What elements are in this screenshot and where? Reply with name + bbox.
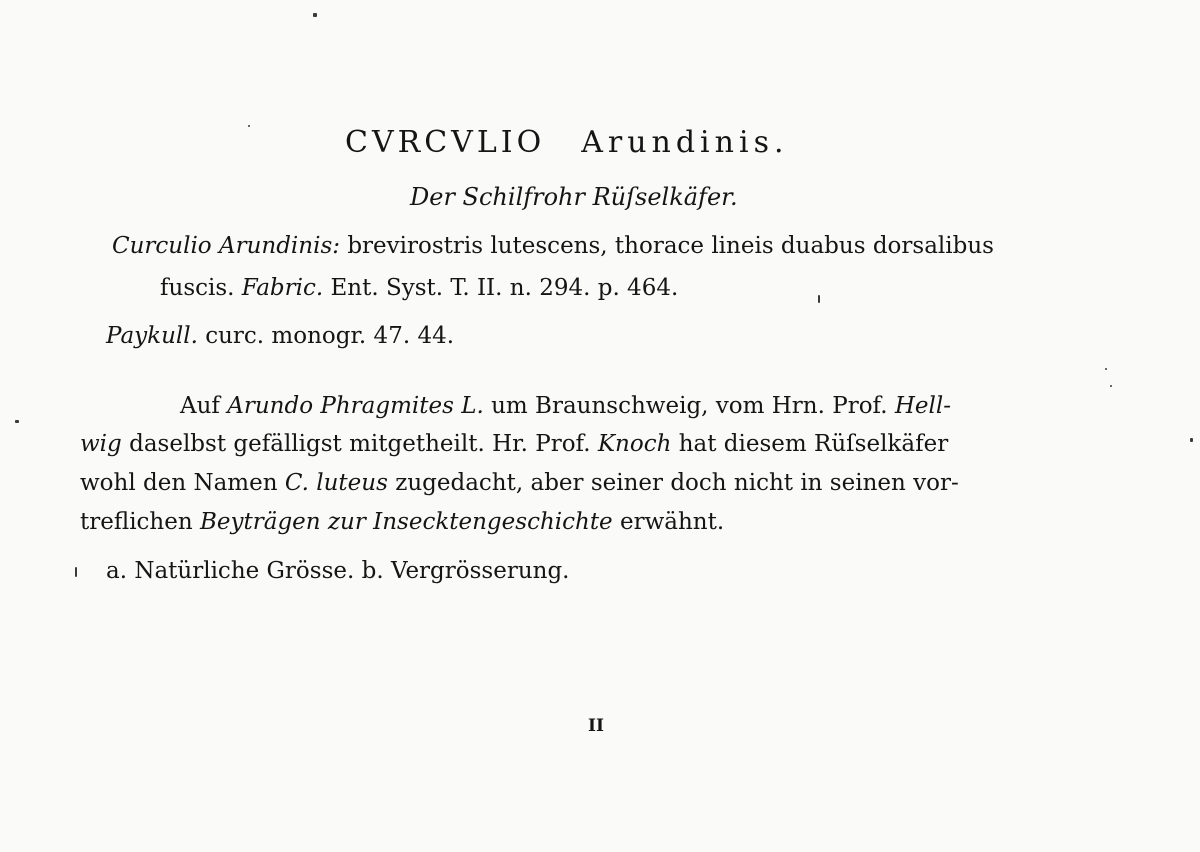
synonymy-line-2: [160, 277, 678, 300]
synonymy-description: brevirostris lutescens, thorace lineis duabus dorsalibus: [340, 233, 994, 259]
paper-speck: [313, 13, 317, 17]
paper-speck: [1190, 438, 1193, 442]
synonymy-line-3: [106, 325, 454, 348]
paragraph-text: erwähnt.: [612, 509, 725, 535]
reference-citation-paykull: curc. monogr. 47. 44.: [197, 323, 455, 349]
species-title: [345, 125, 789, 160]
page-number: II: [588, 716, 604, 736]
paper-speck: [1110, 385, 1112, 387]
species-name-alt: C. luteus: [284, 470, 388, 496]
common-name-subtitle: Der Schilfrohr Rüſselkäfer.: [410, 183, 738, 211]
figure-caption: a. Natürliche Grösse. b. Vergrösserung.: [106, 558, 570, 584]
paper-speck: [15, 420, 19, 423]
paragraph-line-4: [80, 511, 724, 534]
paragraph-text: zugedacht, aber seiner doch nicht in seinen vor-: [387, 470, 959, 496]
paper-speck: [1105, 368, 1107, 370]
person-name: Knoch: [597, 431, 672, 457]
paragraph-text: hat diesem Rüſselkäfer: [671, 431, 949, 457]
reference-citation: Ent. Syst. T. II. n. 294. p. 464.: [323, 275, 679, 301]
paragraph-line-3: [80, 472, 959, 495]
plant-name: Arundo Phragmites L.: [227, 393, 484, 419]
species-name: Arundinis.: [581, 125, 789, 160]
paragraph-line-1: [180, 395, 951, 418]
synonymy-description-cont: fuscis.: [160, 275, 242, 301]
reference-author-paykull: Paykull.: [106, 323, 198, 349]
synonymy-line-1: [112, 235, 994, 258]
paragraph-text: Auf: [180, 393, 228, 419]
person-name: Hell-: [894, 393, 952, 419]
reference-author-fabricius: Fabric.: [241, 275, 324, 301]
paragraph-text: treflichen: [80, 509, 200, 535]
genus-name: CVRCVLIO: [345, 125, 546, 160]
paragraph-line-2: [80, 433, 948, 456]
paragraph-text: wohl den Namen: [80, 470, 285, 496]
paragraph-text: daselbst gefälligst mitgetheilt. Hr. Prof.: [121, 431, 598, 457]
paper-speck: [818, 295, 820, 303]
synonymy-name: Curculio Arundinis:: [112, 233, 341, 259]
paper-speck: [75, 567, 77, 577]
work-title: Beyträgen zur Insecktengeschichte: [199, 509, 613, 535]
paper-speck: [248, 125, 250, 127]
paragraph-text: um Braunschweig, vom Hrn. Prof.: [483, 393, 895, 419]
person-name: wig: [80, 431, 122, 457]
